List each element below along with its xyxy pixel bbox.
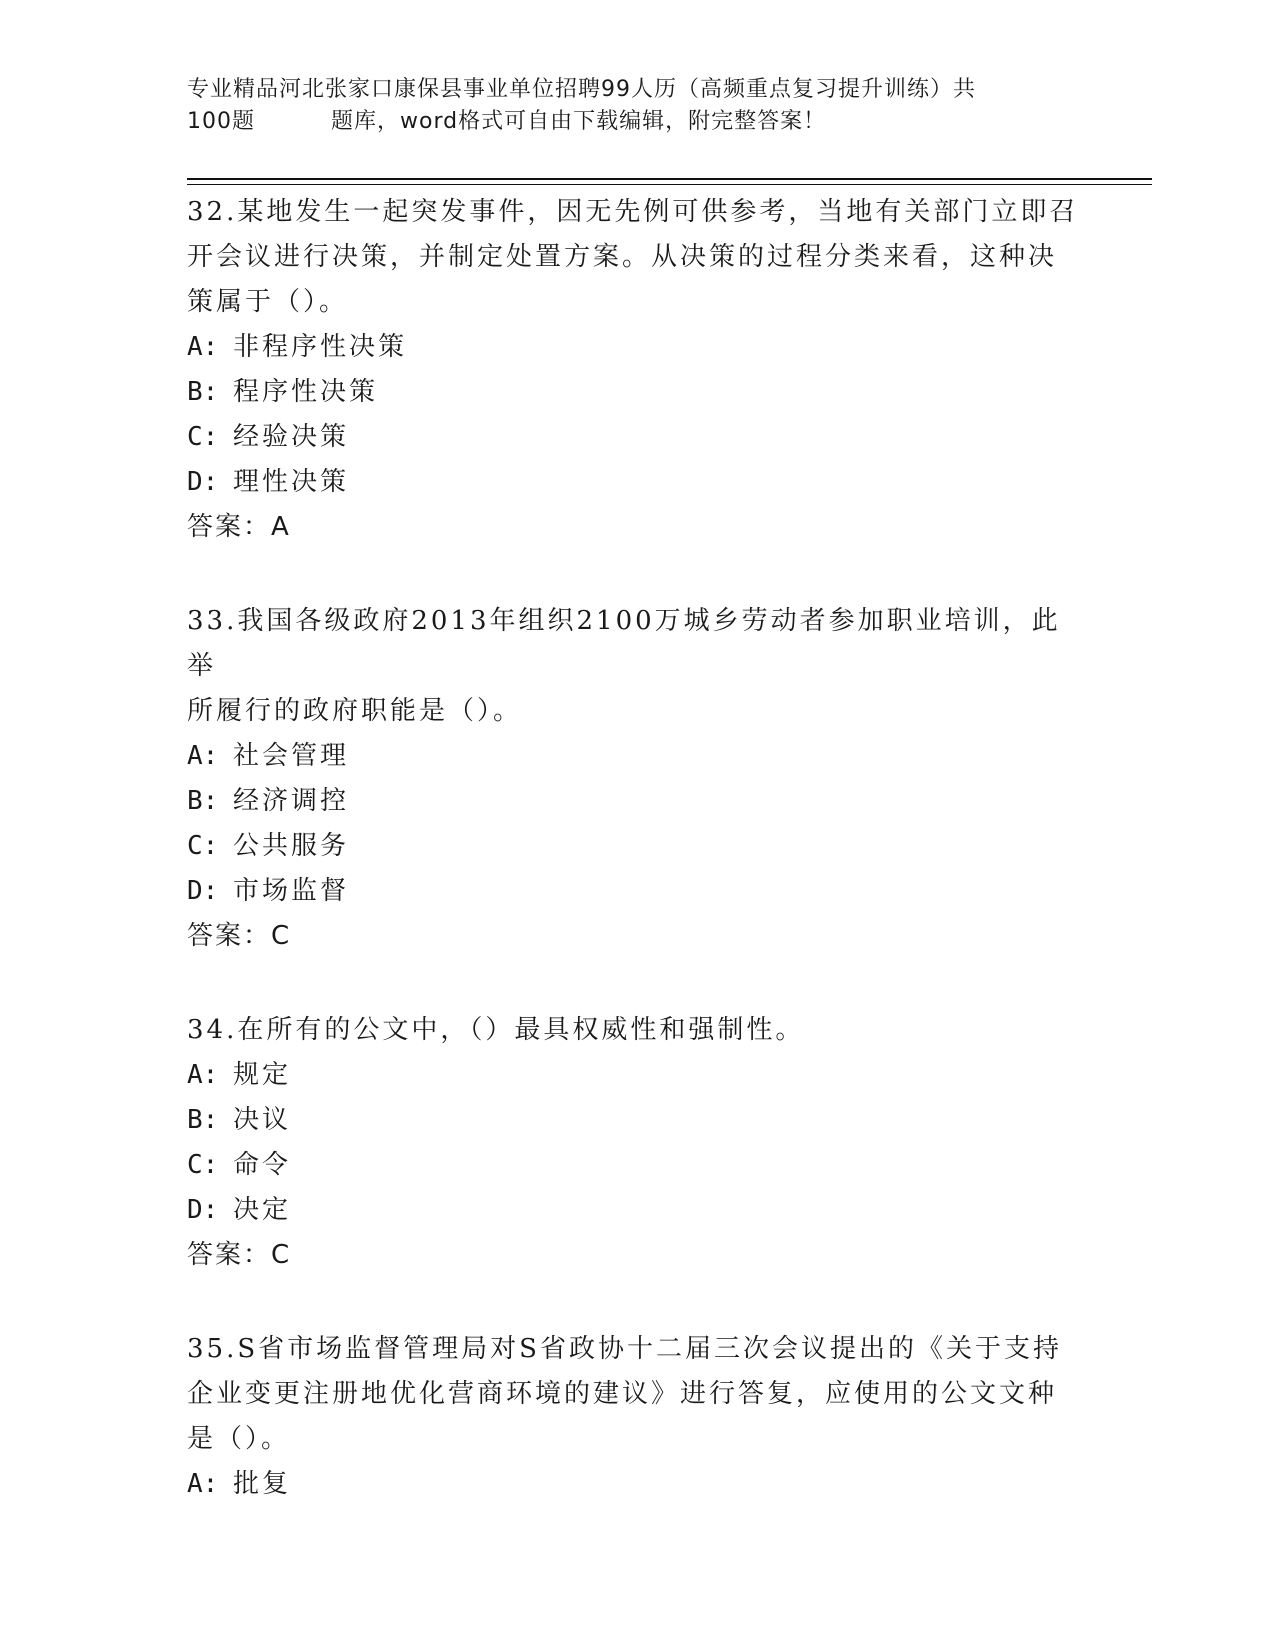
question-stem-line: 35.S省市场监督管理局对S省政协十二届三次会议提出的《关于支持 [187, 1334, 1062, 1364]
header-description: 题库，word格式可自由下载编辑，附完整答案！ [331, 109, 827, 134]
option-d [187, 869, 1087, 914]
answer: 答案：C [187, 921, 292, 951]
option-label: B: [187, 377, 219, 407]
option-a [187, 734, 1087, 779]
option-label: A: [187, 741, 219, 771]
answer: 答案：C [187, 1240, 292, 1270]
option-text: 公共服务 [233, 831, 350, 861]
option-label: C: [187, 422, 219, 452]
question-stem-line: 开会议进行决策，并制定处置方案。从决策的过程分类来看，这种决 [187, 242, 1058, 272]
question-stem-line: 企业变更注册地优化营商环境的建议》进行答复，应使用的公文文种 [187, 1379, 1058, 1409]
option-b [187, 779, 1087, 824]
option-text: 决定 [233, 1195, 292, 1225]
option-d [187, 460, 1087, 505]
option-b [187, 370, 1087, 415]
option-text: 社会管理 [233, 741, 350, 771]
option-text: 经济调控 [233, 786, 350, 816]
option-label: B: [187, 1105, 219, 1135]
option-label: C: [187, 1150, 219, 1180]
option-text: 经验决策 [233, 422, 350, 452]
option-label: D: [187, 876, 219, 906]
question-stem-line: 所履行的政府职能是（）。 [187, 696, 523, 726]
question-33 [187, 599, 1087, 959]
option-a [187, 1053, 1087, 1098]
header-title-line-2 [187, 106, 1087, 138]
option-text: 规定 [233, 1060, 292, 1090]
question-list [187, 190, 1087, 1556]
option-label: A: [187, 1469, 219, 1499]
option-b [187, 1098, 1087, 1143]
header-title-line-1: 专业精品河北张家口康保县事业单位招聘99人历（高频重点复习提升训练）共 [187, 77, 976, 102]
question-32 [187, 190, 1087, 550]
option-label: A: [187, 332, 219, 362]
option-text: 命令 [233, 1150, 292, 1180]
option-text: 市场监督 [233, 876, 350, 906]
header-question-count: 100题 [187, 109, 255, 134]
question-34 [187, 1008, 1087, 1278]
header-divider-thin [187, 184, 1152, 185]
answer: 答案：A [187, 512, 291, 542]
option-a [187, 1462, 1087, 1507]
option-label: A: [187, 1060, 219, 1090]
option-c [187, 824, 1087, 869]
option-label: D: [187, 467, 219, 497]
option-text: 非程序性决策 [233, 332, 408, 362]
document-header [187, 74, 1087, 138]
question-stem-line: 34.在所有的公文中，（）最具权威性和强制性。 [187, 1015, 805, 1045]
question-stem-line: 33.我国各级政府2013年组织2100万城乡劳动者参加职业培训，此举 [187, 606, 1061, 681]
option-text: 程序性决策 [233, 377, 379, 407]
option-text: 决议 [233, 1105, 292, 1135]
header-divider-thick [187, 178, 1152, 180]
option-label: C: [187, 831, 219, 861]
question-stem-line: 是（）。 [187, 1424, 291, 1454]
option-text: 理性决策 [233, 467, 350, 497]
option-text: 批复 [233, 1469, 292, 1499]
option-label: D: [187, 1195, 219, 1225]
option-c [187, 415, 1087, 460]
option-d [187, 1188, 1087, 1233]
question-stem-line: 32.某地发生一起突发事件，因无先例可供参考，当地有关部门立即召 [187, 197, 1079, 227]
option-a [187, 325, 1087, 370]
question-35 [187, 1327, 1087, 1507]
option-c [187, 1143, 1087, 1188]
question-stem-line: 策属于（）。 [187, 287, 349, 317]
option-label: B: [187, 786, 219, 816]
